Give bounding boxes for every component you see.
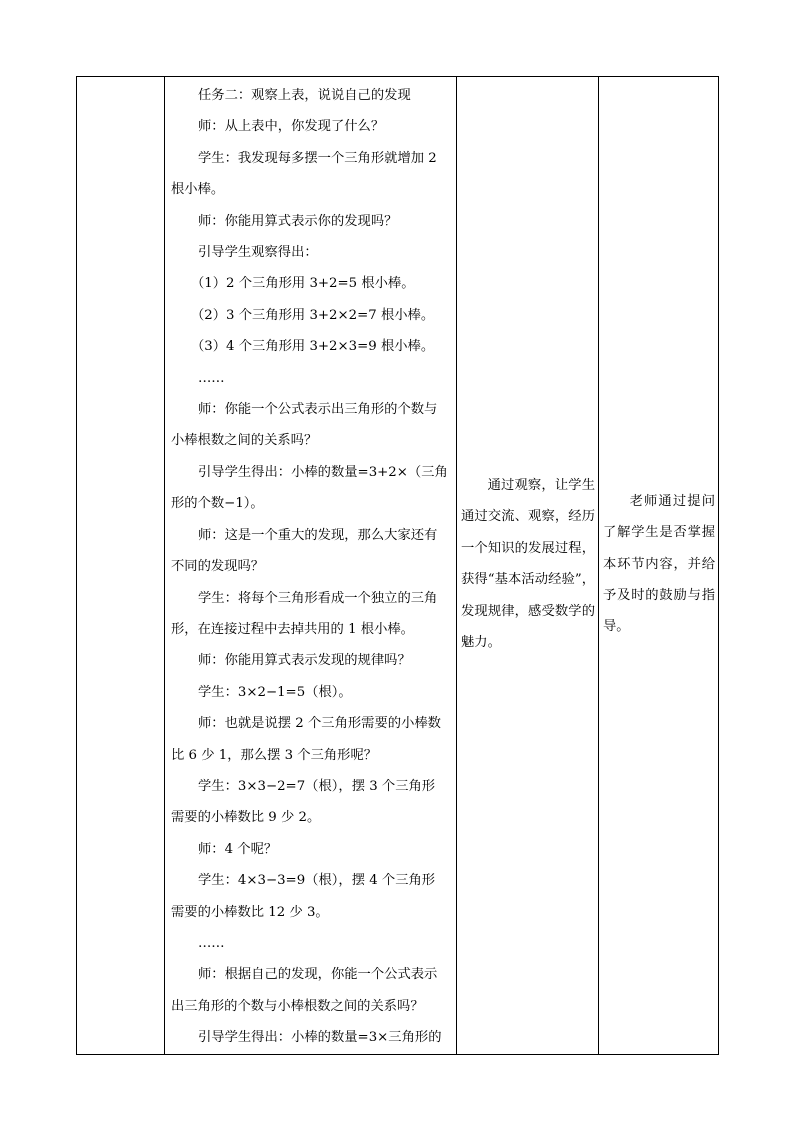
text-line: 形的个数−1）。 — [171, 496, 264, 512]
lesson-plan-table — [76, 76, 719, 1055]
text-line: 学生：3×2−1=5（根）。 — [198, 684, 352, 700]
text-line: 师：从上表中，你发现了什么？ — [198, 119, 385, 135]
text-line: 比 6 少 1，那么摆 3 个三角形呢？ — [171, 747, 378, 763]
teaching-process-text — [171, 80, 450, 1054]
evaluation-text: 老师通过提问了解学生是否掌握本环节内容，并给予及时的鼓励与指导。 — [603, 493, 715, 635]
text-line: 师：你能用算式表示发现的规律吗？ — [198, 653, 411, 669]
text-line: 小棒根数之间的关系吗？ — [171, 433, 318, 449]
stage-cell — [77, 77, 165, 1055]
text-line: 师：根据自己的发现，你能一个公式表示 — [198, 967, 438, 983]
teaching-process-cell — [165, 77, 457, 1055]
text-line: 师：你能用算式表示你的发现吗？ — [198, 213, 398, 229]
design-intent-cell — [457, 77, 599, 1055]
text-line: 师：4 个呢？ — [198, 841, 278, 857]
text-line: 引导学生得出：小棒的数量=3+2×（三角 — [198, 464, 448, 480]
text-line: 学生：我发现每多摆一个三角形就增加 2 — [198, 150, 437, 166]
text-line: 需要的小棒数比 12 少 3。 — [171, 904, 329, 920]
text-line: 学生：3×3−2=7（根），摆 3 个三角形 — [198, 778, 436, 794]
text-line: 根小棒。 — [171, 182, 225, 198]
text-line: （3）4 个三角形用 3+2×3=9 根小棒。 — [191, 339, 435, 355]
text-line: 任务二：观察上表，说说自己的发现 — [198, 88, 411, 103]
evaluation-cell — [599, 77, 719, 1055]
text-line: 需要的小棒数比 9 少 2。 — [171, 810, 321, 826]
text-line: （2）3 个三角形用 3+2×2=7 根小棒。 — [191, 307, 435, 323]
text-line: （1）2 个三角形用 3+2=5 根小棒。 — [191, 276, 415, 292]
text-line: 出三角形的个数与小棒根数之间的关系吗？ — [171, 998, 424, 1014]
text-line: …… — [198, 370, 225, 386]
text-line: 引导学生得出：小棒的数量=3×三角形的 — [198, 1030, 442, 1046]
text-line: 师：这是一个重大的发现，那么大家还有 — [198, 527, 438, 543]
design-intent-text: 通过观察，让学生通过交流、观察，经历一个知识的发展过程，获得“基本活动经验”，发现规律，感受数学的魅力。 — [461, 478, 595, 651]
text-line: 不同的发现吗？ — [171, 559, 265, 575]
text-line: …… — [198, 935, 225, 951]
text-line: 学生：将每个三角形看成一个独立的三角 — [198, 590, 438, 606]
text-line: 师：你能一个公式表示出三角形的个数与 — [198, 402, 438, 418]
table-row — [77, 77, 719, 1055]
text-line: 形，在连接过程中去掉共用的 1 根小棒。 — [171, 621, 414, 637]
text-line: 学生：4×3−3=9（根），摆 4 个三角形 — [198, 873, 436, 889]
text-line: 师：也就是说摆 2 个三角形需要的小棒数 — [198, 716, 441, 732]
text-line: 引导学生观察得出： — [198, 245, 318, 261]
